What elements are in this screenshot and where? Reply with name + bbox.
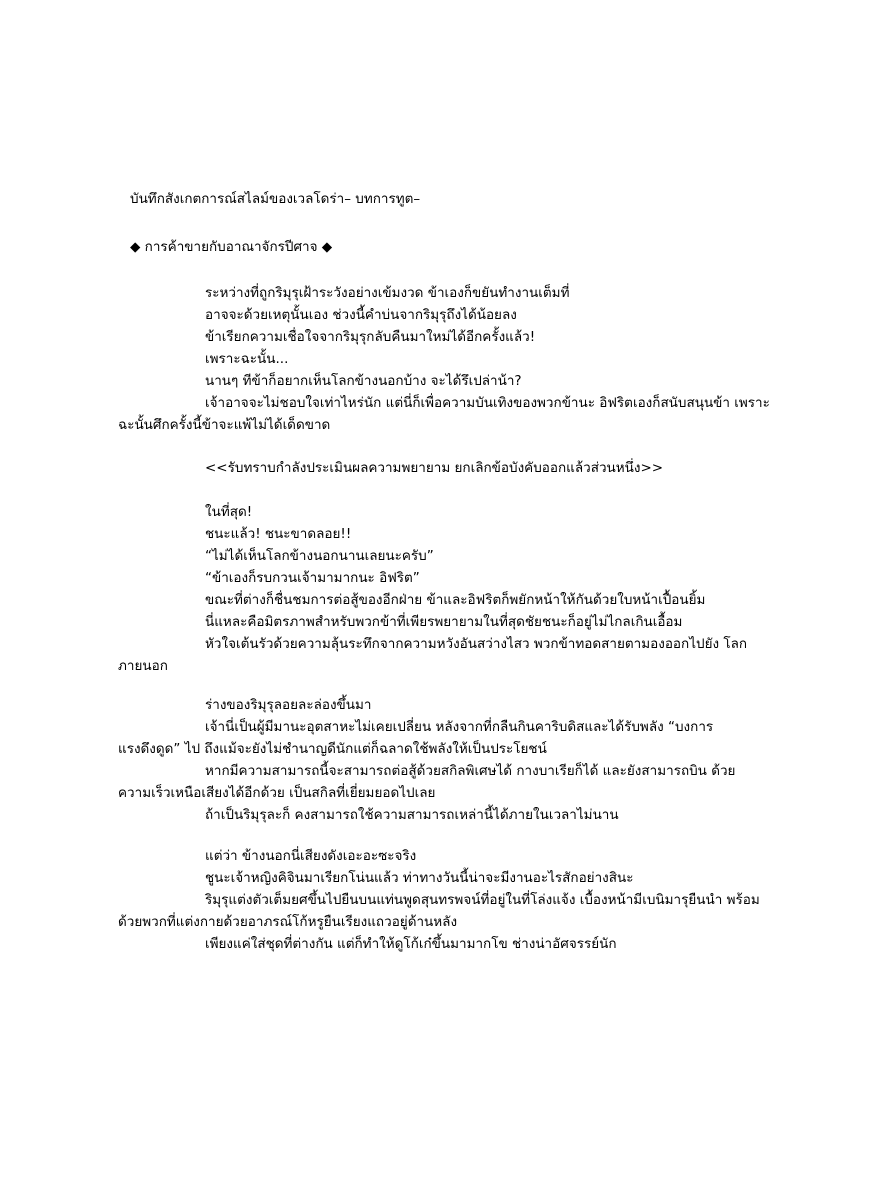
paragraph: เพราะฉะนั้น...: [205, 351, 289, 367]
paragraph: ในที่สุด!: [205, 504, 253, 520]
paragraph: อาจจะด้วยเหตุนั้นเอง ช่วงนี้คำบ่นจากริมุรุถึงได้น้อยลง: [205, 307, 517, 323]
dialogue-line: “ไม่ได้เห็นโลกข้างนอกนานเลยนะครับ”: [205, 548, 434, 564]
paragraph: ชนะแล้ว! ชนะขาดลอย!!: [205, 526, 352, 542]
paragraph: เจ้าอาจจะไม่ชอบใจเท่าไหร่นัก แต่นี่ก็เพื่อความบันเทิงของพวกข้านะ อิฟริตเองก็สนับสนุนข้า เพราะฉะนั้นศึกครั้งนี้ข้าจะแพ้ไม่ได้เด็ดขาด: [118, 395, 770, 433]
paragraph: หากมีความสามารถนี้จะสามารถต่อสู้ด้วยสกิลพิเศษได้ กางบาเรียก็ได้ และยังสามารถบิน ด้วยความเร็วเหนือเสียงได้อีกด้วย เป็นสกิลที่เยี่ยมยอดไปเลย: [118, 763, 736, 801]
paragraph: แต่ว่า ข้างนอกนี่เสียงดังเอะอะซะจริง: [205, 848, 417, 864]
document-title: บันทึกสังเกตการณ์สไลม์ของเวลโดร่า– บทการทูต–: [130, 191, 421, 207]
system-message: <<รับทราบกำลังประเมินผลความพยายาม ยกเลิกข้อบังคับออกแล้วส่วนหนึ่ง>>: [205, 460, 664, 476]
paragraph: ถ้าเป็นริมุรุละก็ คงสามารถใช้ความสามารถเหล่านี้ได้ภายในเวลาไม่นาน: [205, 807, 619, 823]
paragraph: เจ้านี่เป็นผู้มีมานะอุตสาหะไม่เคยเปลี่ยน หลังจากที่กลืนกินคาริบดิสและได้รับพลัง “บงการ แรงดึงดูด” ไป ถึงแม้จะยังไม่ชำนาญดีนักแต่ก็ฉลาดใช้พลังให้เป็นประโยชน์: [118, 719, 714, 757]
paragraph: ริมุรุแต่งตัวเต็มยศขึ้นไปยืนบนแท่นพูดสุนทรพจน์ที่อยู่ในที่โล่งแจ้ง เบื้องหน้ามีเบนิมารุยืนนำ พร้อมด้วยพวกที่แต่งกายด้วยอาภรณ์โก้หรูยืนเรียงแถวอยู่ด้านหลัง: [118, 892, 760, 930]
paragraph: ชูนะเจ้าหญิงคิจินมาเรียกโน่นแล้ว ท่าทางวันนี้น่าจะมีงานอะไรสักอย่างสินะ: [205, 870, 634, 886]
paragraph: ระหว่างที่ถูกริมุรุเฝ้าระวังอย่างเข้มงวด ข้าเองก็ขยันทำงานเต็มที่: [205, 285, 570, 301]
paragraph: เพียงแค่ใส่ชุดที่ต่างกัน แต่ก็ทำให้ดูโก้เก๋ขึ้นมามากโข ช่างน่าอัศจรรย์นัก: [205, 936, 617, 952]
paragraph: นานๆ ทีข้าก็อยากเห็นโลกข้างนอกบ้าง จะได้รึเปล่าน้า?: [205, 373, 522, 389]
paragraph: ข้าเรียกความเชื่อใจจากริมุรุกลับคืนมาใหม่ได้อีกครั้งแล้ว!: [205, 329, 536, 345]
section-heading: ◆ การค้าขายกับอาณาจักรปีศาจ ◆: [130, 239, 333, 255]
dialogue-line: “ข้าเองก็รบกวนเจ้ามามากนะ อิฟริต”: [205, 570, 420, 586]
paragraph: ขณะที่ต่างก็ชื่นชมการต่อสู้ของอีกฝ่าย ข้าและอิฟริตก็พยักหน้าให้กันด้วยใบหน้าเปื้อนยิ้ม: [205, 592, 706, 608]
paragraph: ร่างของริมุรุลอยละล่องขึ้นมา: [205, 697, 372, 713]
paragraph: นี่แหละคือมิตรภาพสำหรับพวกข้าที่เพียรพยายามในที่สุดชัยชนะก็อยู่ไม่ไกลเกินเอื้อม: [205, 614, 683, 630]
paragraph: หัวใจเต้นรัวด้วยความลุ้นระทึกจากความหวังอันสว่างไสว พวกข้าทอดสายตามองออกไปยัง โลกภายนอก: [118, 636, 748, 674]
